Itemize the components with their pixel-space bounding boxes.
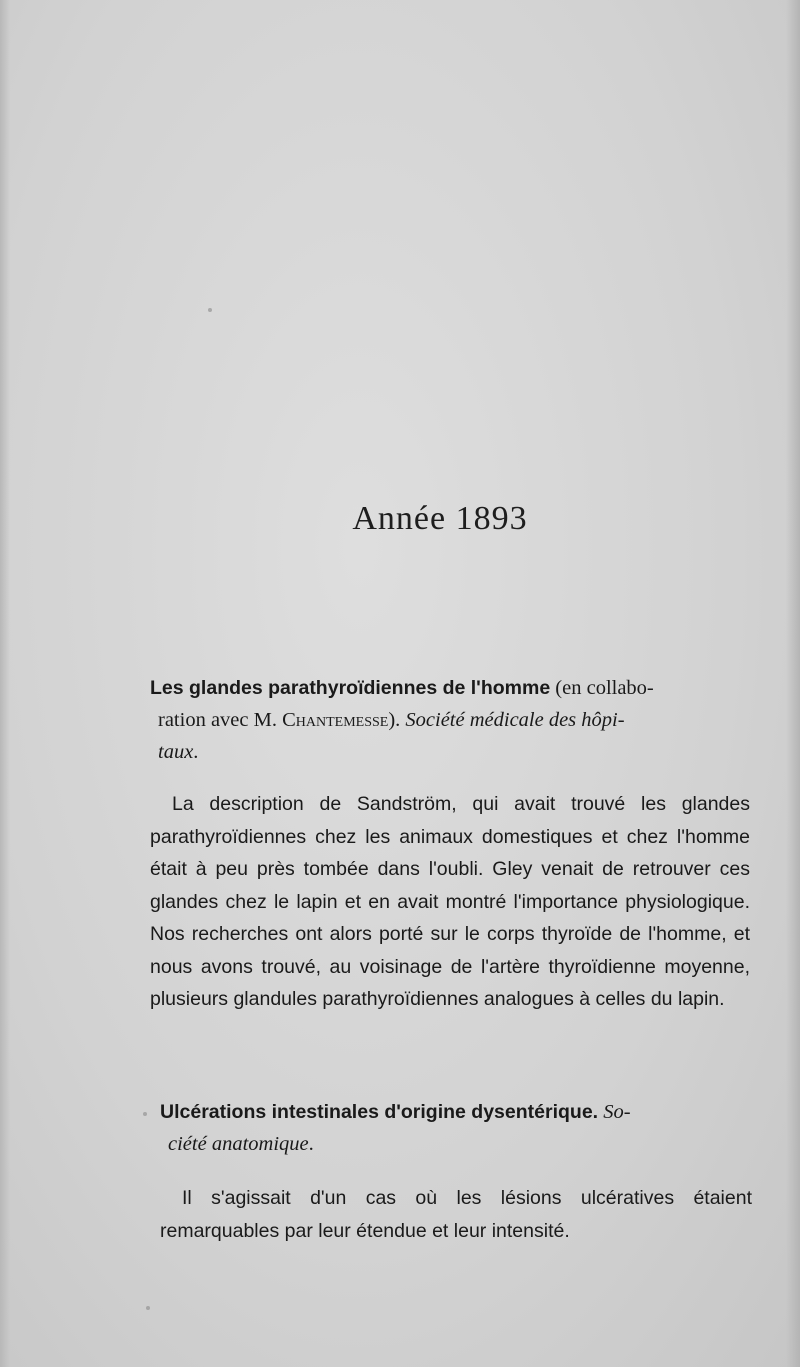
bibliography-entry (150, 672, 750, 1016)
entry-title-text: . (193, 741, 199, 763)
entry-title-continuation (160, 1128, 752, 1160)
entry-title-bold: Les glandes parathyroïdiennes de l'homme (150, 677, 551, 699)
year-heading: Année 1893 (352, 500, 528, 537)
entry-summary: La description de Sandström, qui avait trouvé les glandes parathyroïdiennes chez les animaux domestiques et chez l'homme était à peu près tombée dans l'oubli. Gley venait de retrouver ces glandes chez le lapin et en avait montré l'importance physiologique. Nos recherches ont alors porté sur le corps thyroïde de l'homme, et nous avons trouvé, au voisinage de l'artère thyroïdienne moyenne, plusieurs glandules parathyroïdiennes analogues à celles du lapin. (150, 793, 750, 1010)
page-edge-shadow-right (786, 0, 800, 1367)
page-edge-shadow-left (0, 0, 10, 1367)
entry-title-text: ration avec M. (158, 709, 283, 731)
entry-summary: Il s'agissait d'un cas où les lésions ulcératives étaient remarquables par leur étendue et leur intensité. (160, 1187, 752, 1242)
entry-title (150, 672, 750, 768)
paper-speck (146, 1306, 150, 1310)
author-name: Chantemesse (282, 709, 389, 731)
journal-name: Société médicale des hôpi- (405, 709, 625, 731)
entry-title-note: (en collabo- (550, 677, 654, 699)
entry-title-continuation (150, 704, 750, 736)
entry-title-text: ). (388, 709, 406, 731)
paper-speck (208, 308, 212, 312)
entry-title-bold: Ulcérations intestinales d'origine dysentérique. (160, 1101, 599, 1123)
entry-title (160, 1096, 752, 1160)
journal-name: taux (158, 741, 194, 763)
bibliography-entry (160, 1096, 752, 1247)
paper-speck (143, 1112, 147, 1116)
journal-name: So- (598, 1101, 631, 1123)
journal-name: ciété anatomique (168, 1133, 309, 1155)
entry-title-text: . (308, 1133, 314, 1155)
entry-title-continuation (150, 736, 750, 768)
